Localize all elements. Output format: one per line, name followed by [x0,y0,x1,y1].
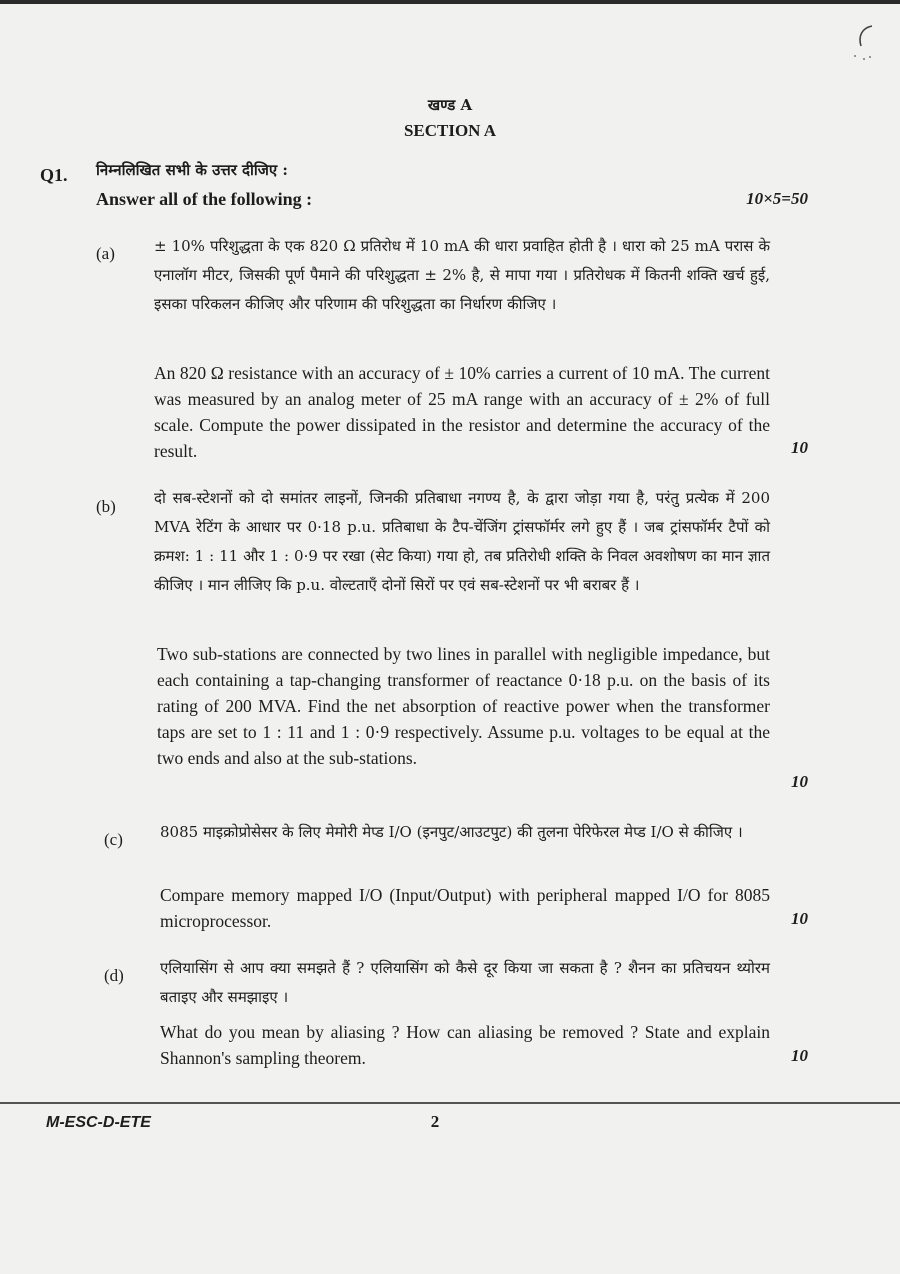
section-title-english: SECTION A [403,121,497,140]
question-number: Q1. [40,165,68,185]
question-instruction-english: Answer all of the following : [96,189,313,209]
part-a-text-hindi: ± 10% परिशुद्धता के एक 820 Ω प्रतिरोध में 10 mA की धारा प्रवाहित होती है । धारा को 25 mA परास के एनालॉग मीटर, जिसकी पूर्ण पैमाने की परिशुद्धता ± 2% है, से मापा गया । प्रतिरोधक में कितनी शक्ति खर्च हुई, इसका परिकलन कीजिए और परिणाम की परिशुद्धता का निर्धारण कीजिए । [154,237,770,313]
question-total-marks: 10×5=50 [746,189,808,208]
corner-pen-mark [852,22,878,62]
part-b-label: (b) [96,497,116,516]
part-d-text-english: What do you mean by aliasing ? How can aliasing be removed ? State and explain Shannon's sampling theorem. [160,1022,770,1068]
part-b-marks: 10 [791,772,808,791]
part-c-text-english: Compare memory mapped I/O (Input/Output) with peripheral mapped I/O for 8085 microprocessor. [160,885,770,931]
footer-page-number: 2 [430,1112,440,1131]
part-d-text-hindi: एलियासिंग से आप क्या समझते हैं ? एलियासिंग को कैसे दूर किया जा सकता है ? शैनन का प्रतिचयन थ्योरम बताइए और समझाइए । [160,959,770,1006]
question-instruction-hindi: निम्नलिखित सभी के उत्तर दीजिए : [96,161,288,179]
part-c-text-hindi: 8085 माइक्रोप्रोसेसर के लिए मेमोरी मेप्ड I/O (इनपुट/आउटपुट) की तुलना पेरिफेरल मेप्ड I/O से कीजिए । [160,823,743,841]
part-d-marks: 10 [791,1046,808,1065]
part-c-label: (c) [104,830,123,849]
part-b-text-english: Two sub-stations are connected by two lines in parallel with negligible impedance, but each containing a tap-changing transformer of reactance 0·18 p.u. on the basis of its rating of 200 MVA. Find the net absorption of reactive power when the transformer taps are set to 1 : 11 and 1 : 0·9 respectively. Assume p.u. voltages to be equal at the two ends and also at the sub-stations. [157,644,770,768]
part-a-label: (a) [96,244,115,263]
section-title-hindi: खण्ड A [427,96,473,114]
part-d-label: (d) [104,966,124,985]
part-a-marks: 10 [791,438,808,457]
footer-paper-code: M-ESC-D-ETE [46,1114,151,1131]
footer-divider [0,1102,900,1104]
part-a-text-english: An 820 Ω resistance with an accuracy of ± 10% carries a current of 10 mA. The current was measured by an analog meter of 25 mA range with an accuracy of ± 2% of full scale. Compute the power dissipated in the resistor and determine the accuracy of the result. [154,363,770,461]
top-border-line [0,0,900,4]
part-b-text-hindi: दो सब-स्टेशनों को दो समांतर लाइनों, जिनकी प्रतिबाधा नगण्य है, के द्वारा जोड़ा गया है, परंतु प्रत्येक में 200 MVA रेटिंग के आधार पर 0·18 p.u. प्रतिबाधा के टैप-चेंजिंग ट्रांसफॉर्मर लगे हुए हैं । जब ट्रांसफॉर्मर टैपों को क्रमश: 1 : 11 और 1 : 0·9 पर रखा (सेट किया) गया हो, तब प्रतिरोधी शक्ति के निवल अवशोषण का मान ज्ञात कीजिए । मान लीजिए कि p.u. वोल्टताएँ दोनों सिरों पर एवं सब-स्टेशनों पर भी बराबर हैं । [154,489,770,594]
part-c-marks: 10 [791,909,808,928]
